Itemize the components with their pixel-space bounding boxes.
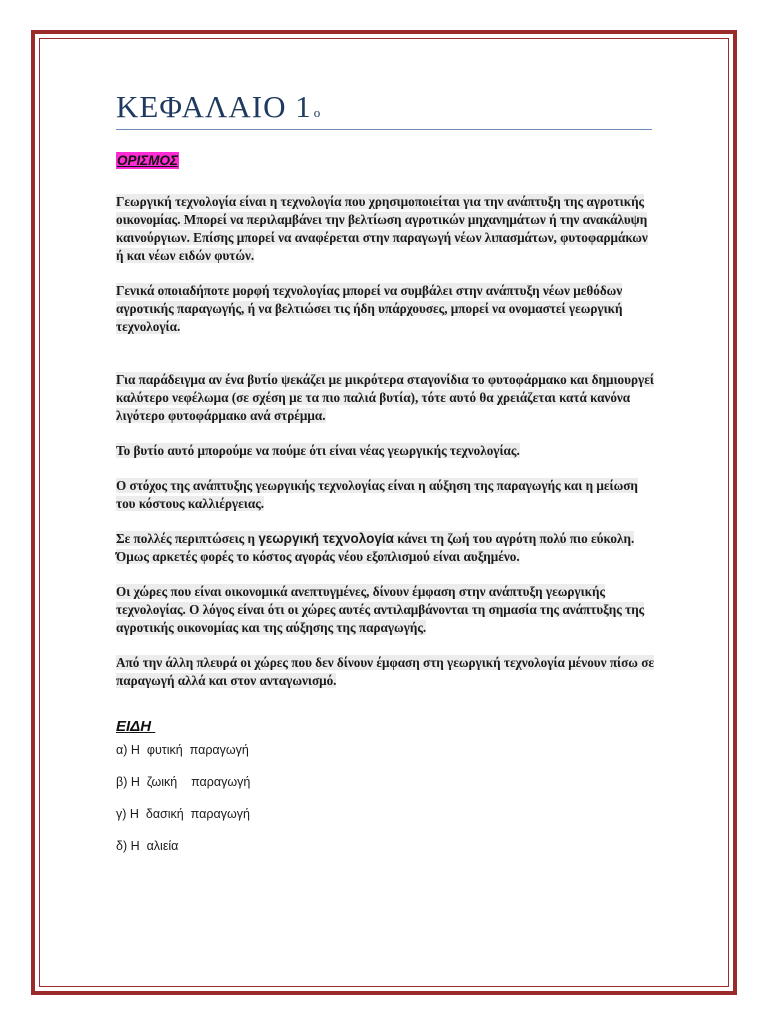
types-heading: ΕΙΔΗ — [116, 718, 156, 735]
paragraph-8: Από την άλλη πλευρά οι χώρες που δεν δίνουν έμφαση στη γεωργική τεχνολογία μένουν πίσω σε παραγωγή αλλά και στον ανταγωνισμό. — [116, 655, 655, 688]
definition-heading: ΟΡΙΣΜΟΣ — [117, 153, 178, 168]
document-body — [116, 88, 656, 854]
paragraph-1: Γεωργική τεχνολογία είναι η τεχνολογία που χρησιμοποιείται για την ανάπτυξη της αγροτικής οικονομίας. Μπορεί να περιλαμβάνει την βελτίωση αγροτικών μηχανημάτων ή την ανακάλυψη καινούργιων. Επίσης μπορεί να αναφέρεται στην παραγωγή νέων λιπασμάτων, φυτοφαρμάκων ή και νέων ειδών φυτών. — [116, 194, 648, 263]
paragraph-6: Σε πολλές περιπτώσεις η γεωργική τεχνολογία κάνει τη ζωή του αγρότη πολύ πιο εύκολη. Όμως αρκετές φορές το κόστος αγοράς νέου εξοπλισμού είναι αυξημένο. — [116, 531, 635, 564]
chapter-ordinal: ο — [313, 105, 322, 120]
chapter-title: ΚΕΦΑΛΑΙΟ 1 $^o$ — [116, 89, 322, 124]
type-item: δ) Η αλιεία — [116, 839, 179, 853]
paragraph-5: Ο στόχος της ανάπτυξης γεωργικής τεχνολογίας είναι η αύξηση της παραγωγής και η μείωση του κόστους καλλιέργειας. — [116, 478, 638, 511]
type-item: β) Η ζωική παραγωγή — [116, 775, 251, 789]
type-item: α) Η φυτική παραγωγή — [116, 743, 249, 757]
type-item: γ) Η δασική παραγωγή — [116, 807, 250, 821]
paragraph-7: Οι χώρες που είναι οικονομικά ανεπτυγμένες, δίνουν έμφαση στην ανάπτυξη γεωργικής τεχνολογίας. Ο λόγος είναι ότι οι χώρες αυτές αντιλαμβάνονται τη σημασία της ανάπτυξης της αγροτικής οικονομίας και της αύξησης της παραγωγής. — [116, 584, 645, 635]
paragraph-4: Το βυτίο αυτό μπορούμε να πούμε ότι είναι νέας γεωργικής τεχνολογίας. — [116, 443, 520, 458]
paragraph-2: Γενικά οποιαδήποτε μορφή τεχνολογίας μπορεί να συμβάλει στην ανάπτυξη νέων μεθόδων αγροτικής παραγωγής, ή να βελτιώσει τις ήδη υπάρχουσες, μπορεί να ονομαστεί γεωργική τεχνολογία. — [116, 283, 623, 334]
emphasis-text: γεωργική τεχνολογία — [258, 531, 394, 546]
paragraph-3: Για παράδειγμα αν ένα βυτίο ψεκάζει με μικρότερα σταγονίδια το φυτοφάρμακο και δημιουργεί καλύτερο νεφέλωμα (σε σχέση με τα πιο παλιά βυτία), τότε αυτό θα χρειάζεται κατά κανόνα λιγότερο φυτοφάρμακο ανά στρέμμα. — [116, 372, 654, 423]
